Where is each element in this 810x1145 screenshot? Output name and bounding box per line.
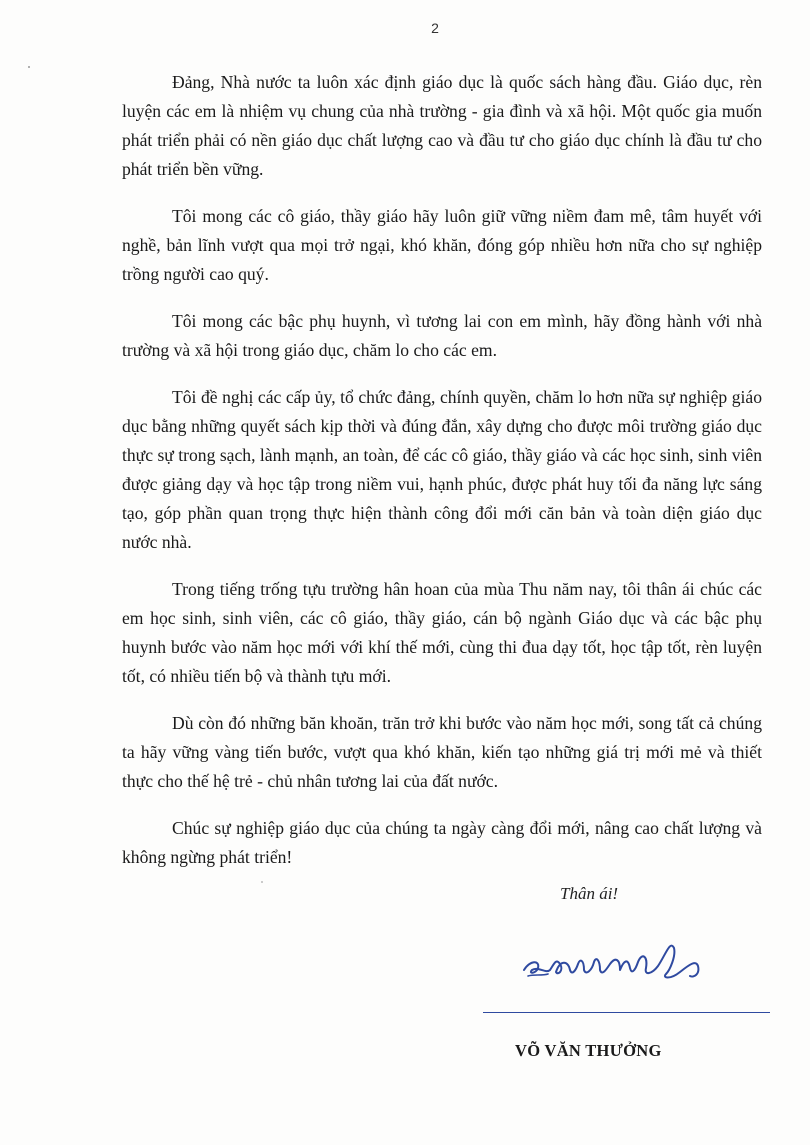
paragraph: Trong tiếng trống tựu trường hân hoan của mùa Thu năm nay, tôi thân ái chúc các em học sinh, sinh viên, các cô giáo, thầy giáo, cán bộ ngành Giáo dục và các bậc phụ huynh bước vào năm học mới với khí thế mới, cùng thi đua dạy tốt, học tập tốt, rèn luyện tốt, có nhiều tiến bộ và thành tựu mới.: [122, 579, 762, 686]
paragraph: Đảng, Nhà nước ta luôn xác định giáo dục là quốc sách hàng đầu. Giáo dục, rèn luyện các em là nhiệm vụ chung của nhà trường - gia đình và xã hội. Một quốc gia muốn phát triển phải có nền giáo dục chất lượng cao và đầu tư cho giáo dục chính là đầu tư cho phát triển bền vững.: [122, 72, 762, 179]
paragraph: Chúc sự nghiệp giáo dục của chúng ta ngày càng đổi mới, nâng cao chất lượng và không ngừng phát triển!: [122, 818, 762, 867]
paragraph: Dù còn đó những băn khoăn, trăn trở khi bước vào năm học mới, song tất cả chúng ta hãy vững vàng tiến bước, vượt qua khó khăn, kiến tạo những giá trị mới mẻ và thiết thực cho thế hệ trẻ - chủ nhân tương lai của đất nước.: [122, 713, 762, 791]
signer-name: VÕ VĂN THƯỞNG: [515, 1041, 662, 1060]
paragraph: Tôi mong các bậc phụ huynh, vì tương lai con em mình, hãy đồng hành với nhà trường và xã hội trong giáo dục, chăm lo cho các em.: [122, 311, 762, 360]
scan-speck: [28, 66, 30, 68]
paragraph: Tôi mong các cô giáo, thầy giáo hãy luôn giữ vững niềm đam mê, tâm huyết với nghề, bản lĩnh vượt qua mọi trở ngại, khó khăn, đóng góp nhiều hơn nữa cho sự nghiệp trồng người cao quý.: [122, 206, 762, 284]
closing-salutation: Thân ái!: [560, 884, 619, 903]
page-number: 2: [431, 20, 439, 36]
paragraph: Tôi đề nghị các cấp ủy, tổ chức đảng, chính quyền, chăm lo hơn nữa sự nghiệp giáo dục bằng những quyết sách kịp thời và đúng đắn, xây dựng cho được môi trường giáo dục thực sự trong sạch, lành mạnh, an toàn, để các cô giáo, thầy giáo và các học sinh, sinh viên được giảng dạy và học tập trong niềm vui, hạnh phúc, được phát huy tối đa năng lực sáng tạo, góp phần quan trọng thực hiện thành công đổi mới căn bản và toàn diện giáo dục nước nhà.: [122, 387, 762, 552]
signature-line: [483, 1012, 770, 1013]
letter-body: [122, 68, 762, 890]
handwritten-signature: [520, 930, 750, 1000]
